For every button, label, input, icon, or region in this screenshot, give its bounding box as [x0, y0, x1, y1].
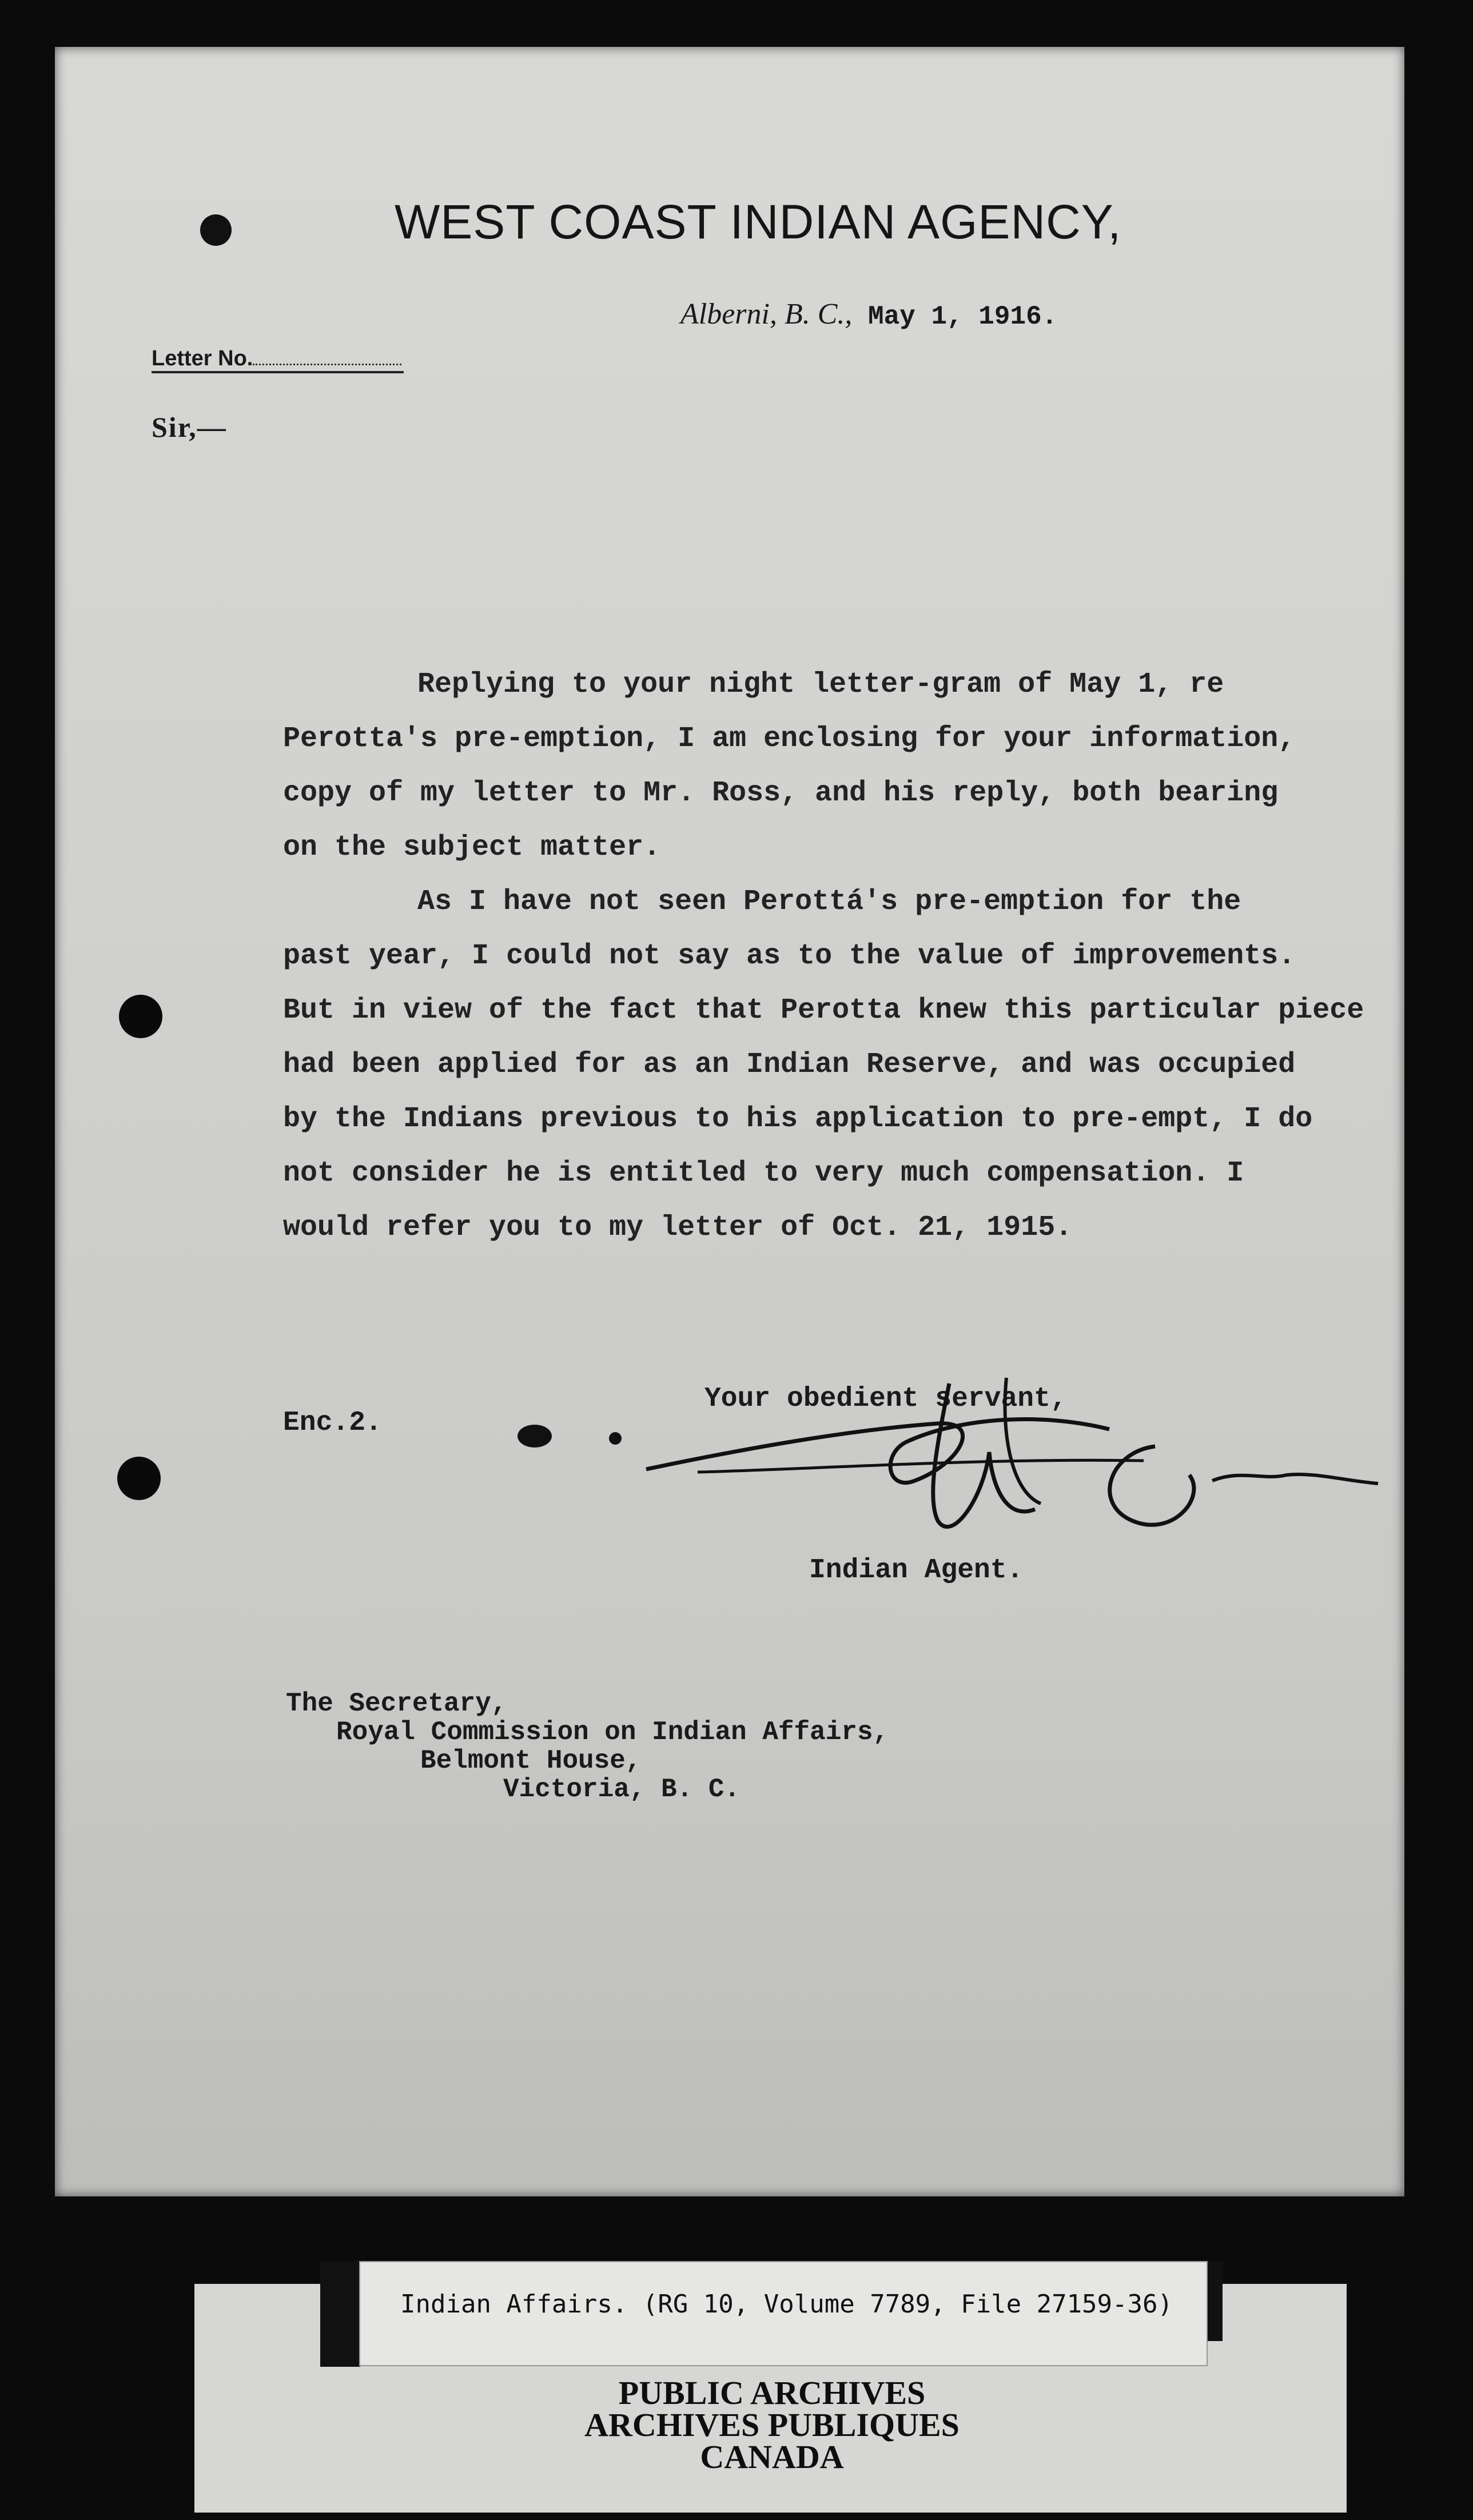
dateline-date: May 1, 1916.	[868, 302, 1058, 332]
body-line: Perotta's pre-emption, I am enclosing for your information,	[283, 723, 1296, 755]
dateline-place: Alberni, B. C.,	[680, 298, 853, 330]
stamp-line: CANADA	[700, 2438, 844, 2475]
ink-blot	[609, 1432, 622, 1445]
signer-title: Indian Agent.	[809, 1555, 1024, 1586]
body-line: would refer you to my letter of Oct. 21, 1915.	[283, 1211, 1073, 1244]
body-line: not consider he is entitled to very much compensation. I	[283, 1157, 1244, 1190]
handwritten-signature	[640, 1349, 1384, 1589]
enclosure-note: Enc.2.	[283, 1407, 382, 1438]
address-line: Royal Commission on Indian Affairs,	[336, 1717, 889, 1747]
body-line: Replying to your night letter-gram of May 1, re	[417, 668, 1224, 701]
body-line: past year, I could not say as to the value of improvements.	[283, 940, 1296, 972]
dateline	[680, 297, 1057, 332]
body-line: by the Indians previous to his application to pre-empt, I do	[283, 1103, 1313, 1135]
letter-number-field	[152, 346, 404, 373]
closing: Your obedient servant,	[704, 1383, 1067, 1414]
body-line: copy of my letter to Mr. Ross, and his reply, both bearing	[283, 777, 1279, 810]
recipient-address	[286, 1689, 889, 1804]
address-line: Victoria, B. C.	[503, 1775, 741, 1804]
letterhead-title: WEST COAST INDIAN AGENCY,	[395, 195, 1122, 249]
address-line: The Secretary,	[286, 1689, 507, 1718]
card-edge	[320, 2261, 360, 2367]
card-edge	[1205, 2261, 1223, 2341]
punch-hole	[119, 995, 162, 1038]
salutation: Sir,—	[152, 411, 227, 443]
archive-reference: Indian Affairs. (RG 10, Volume 7789, File 27159-36)	[400, 2290, 1173, 2319]
stamp-line: PUBLIC ARCHIVES	[618, 2374, 926, 2411]
body-line: on the subject matter.	[283, 831, 661, 864]
body-line: As I have not seen Perottá's pre-emption for the	[417, 886, 1241, 918]
ink-blot	[200, 214, 232, 246]
body-line: had been applied for as an Indian Reserve, and was occupied	[283, 1048, 1296, 1081]
ink-blot	[517, 1425, 552, 1448]
address-line: Belmont House,	[420, 1746, 642, 1776]
letter-number-label: Letter No.	[152, 346, 253, 370]
letter-number-blank	[253, 364, 401, 365]
stamp-line: ARCHIVES PUBLIQUES	[584, 2406, 960, 2443]
body-line: But in view of the fact that Perotta knew this particular piece	[283, 994, 1364, 1027]
punch-hole	[117, 1457, 161, 1500]
letter-body	[283, 657, 1370, 1255]
archive-stamp	[515, 2374, 1029, 2475]
